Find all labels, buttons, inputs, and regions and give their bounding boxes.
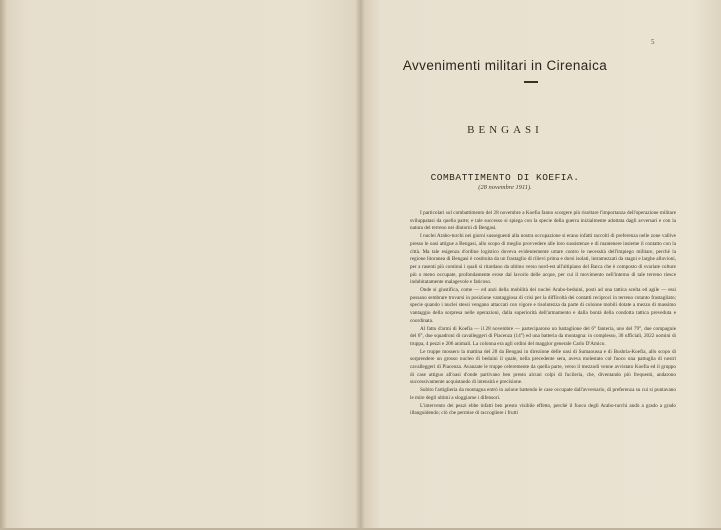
paragraph-7: L'intervento dei pezzi ebbe infatti ben presto visibile effetto, perchè il fuoco degli Arabo-turchi andò a grado a grado illanguidendo; ciò che permise di raccogliere i frutti — [410, 402, 676, 417]
paragraph-6: Subito l'artiglieria da montagna entrò in azione battendo le case occupate dall'avversario, di preferenza su cui si puntavano le mire degli ultimi a sloggiarne i difensori. — [410, 387, 676, 401]
paragraph-2: I nuclei Arabo-turchi nei giorni susseguenti alla nostra occupazione si erano infatti raccolti di preferenza nelle zone vallive presso le oasi attigue a Bengasi, allo scopo di meglio provvedere alle loro sussistenze e di mantenere insieme il contatto con la città. Ma tale esigenza d'ordine logistico doveva evidentemente urtare contro le necessità dell'impiego militare, perchè la regione litoranea di Bengasi è costituita da un frastaglio di rilievi prima e dorsi isolati, intramezzati da stagni e larghe alluvioni, per a rasenti più continui i quali si ritardano da ultimo verso nord-est all'altipiano del Barca che è composto di svariate colture più o meno occupate, profondamente erose dal lavorio delle acque, per cui il movimento nell'interno di tale terreno riesce indubitatamente malagevole e faticoso. — [410, 233, 676, 286]
paragraph-1: I particolari sul combattimento del 28 novembre a Koefia fanno scorgere più risoltare l'importanza dell'operazione militare sviluppatasi da quella parte; e tale successo si spiega con la specie della guerra inizialmente adottata dagli avversari e con la natura del terreno nei dintorni di Bengasi. — [410, 210, 676, 232]
article-date: (28 novembre 1911). — [478, 184, 532, 191]
page-number: 5 — [651, 38, 655, 46]
section-heading: BENGASI — [467, 124, 543, 136]
paragraph-3: Onde si giustifica, come — ed anzi della mobilità dei nuclei Arabo-beduini, posti ad una tattica scelta ed agile — essi possano sembrare trovarsi in posizione vantaggiosa di crisi per la difficoltà dei contatti reciproci in terreno cotanto frastagliato; specie quando i nuclei stessi vengano attaccati con vigore e risolutezza da parte di colonne mobili dotate a mezzo di massimo vantaggio della sorpresa nelle operazioni, dalla superiorità dell'armamento e dalla bontà della condotta tattica preveduta e coordinata. — [410, 287, 676, 324]
page-title: Avvenimenti militari in Cirenaica — [402, 58, 608, 73]
title-ornament — [524, 81, 538, 83]
paragraph-5: Le truppe mossero la mattina del 28 da Bengasi in direzione delle oasi di Sumaoussa e di Bushria-Koefia, allo scopo di sorprendere un grosso nucleo di beduini il quale, nella precedente sera, aveva molestato col fuoco una pattuglia di nostri cavalleggeri di Piacenza. Avanzate le truppe celeremente da quella parte, verso il mezzodì venne avvistato Koefia ed il gruppo di case attiguo all'oasi d'onde partivano ben presto alcuni colpi di fucileria, che, diventando più frequenti, andarono successivamente acquistando di intensità e precisione. — [410, 348, 676, 386]
left-page — [0, 0, 360, 528]
book-gutter — [355, 0, 365, 528]
article-subtitle: COMBATTIMENTO DI KOEFIA. — [430, 172, 580, 183]
article-body — [410, 210, 676, 530]
paragraph-4: Al fatto d'armi di Koefia — il 28 novembre — parteciparono un battaglione del 6° fanteria, uno del 79°, due compagnie del 6°, due squadroni di cavalleggeri di Piacenza (14°) ed una batteria da montagna: in complesso, 30 ufficiali, 2022 uomini di truppa, 4 pezzi e 206 animali. La colonna era agli ordini del maggior generale Carlo D'Amico. — [410, 325, 676, 347]
left-page-edge — [0, 0, 6, 528]
